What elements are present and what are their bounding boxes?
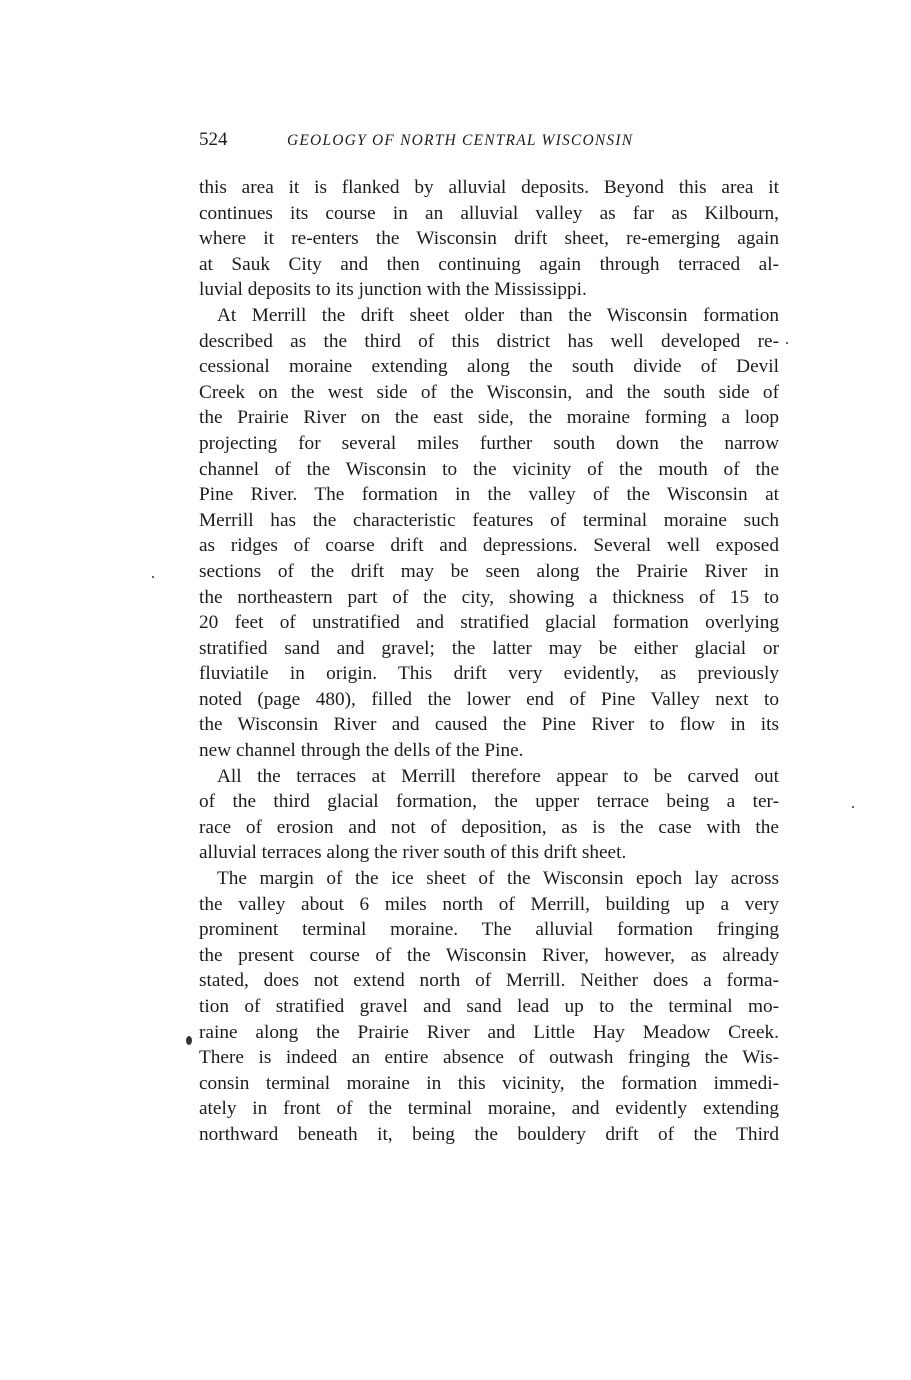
text-line: The margin of the ice sheet of the Wisconsin epoch lay across [217, 868, 779, 890]
text-line: There is indeed an entire absence of outwash fringing the Wis- [199, 1047, 779, 1069]
text-line: consin terminal moraine in this vicinity, the formation immedi- [199, 1072, 779, 1094]
body-text [199, 175, 779, 1148]
text-line: ately in front of the terminal moraine, and evidently extending [199, 1098, 779, 1120]
text-line: northward beneath it, being the bouldery drift of the Third [199, 1123, 779, 1145]
text-line: 20 feet of unstratified and stratified glacial formation overlying [199, 612, 779, 634]
scan-speck [786, 342, 788, 344]
text-line: the Wisconsin River and caused the Pine River to flow in its [199, 714, 779, 736]
text-line: where it re-enters the Wisconsin drift sheet, re-emerging again [199, 228, 779, 250]
text-line: tion of stratified gravel and sand lead up to the terminal mo- [199, 996, 779, 1017]
text-line: stated, does not extend north of Merrill. Neither does a forma- [199, 970, 779, 992]
scan-speck [852, 806, 854, 808]
text-line: noted (page 480), filled the lower end of Pine Valley next to [199, 688, 779, 710]
ink-blot [186, 1036, 192, 1045]
text-line: continues its course in an alluvial valley as far as Kilbourn, [199, 202, 779, 224]
text-line: luvial deposits to its junction with the Mississippi. [199, 279, 587, 301]
text-line: stratified sand and gravel; the latter may be either glacial or [199, 637, 779, 659]
text-line: At Merrill the drift sheet older than the Wisconsin formation [217, 304, 779, 326]
text-line: All the terraces at Merrill therefore appear to be carved out [217, 765, 779, 787]
paragraph-2 [199, 303, 779, 764]
scan-speck [152, 576, 154, 578]
text-line: raine along the Prairie River and Little Hay Meadow Creek. [199, 1021, 779, 1043]
text-line: as ridges of coarse drift and depressions. Several well exposed [199, 535, 779, 557]
text-line: alluvial terraces along the river south of this drift sheet. [199, 842, 627, 864]
text-line: race of erosion and not of deposition, as is the case with the [199, 816, 779, 838]
paragraph-3 [199, 764, 779, 866]
text-line: projecting for several miles further south down the narrow [199, 432, 779, 454]
paragraph-1 [199, 175, 779, 303]
text-line: at Sauk City and then continuing again through terraced al- [199, 253, 779, 275]
text-line: Creek on the west side of the Wisconsin, and the south side of [199, 381, 779, 403]
page-header [199, 127, 779, 153]
text-line: the Prairie River on the east side, the moraine forming a loop [199, 407, 779, 429]
page-number: 524 [199, 129, 228, 150]
text-line: Pine River. The formation in the valley of the Wisconsin at [199, 484, 779, 506]
text-line: channel of the Wisconsin to the vicinity of the mouth of the [199, 458, 779, 480]
text-line: new channel through the dells of the Pine. [199, 740, 524, 762]
text-line: the northeastern part of the city, showing a thickness of 15 to [199, 586, 779, 608]
paragraph-4 [199, 866, 779, 1148]
running-head: GEOLOGY OF NORTH CENTRAL WISCONSIN [287, 132, 634, 149]
text-line: the present course of the Wisconsin River, however, as already [199, 944, 779, 966]
text-line: this area it is flanked by alluvial deposits. Beyond this area it [199, 177, 779, 198]
text-line: cessional moraine extending along the south divide of Devil [199, 356, 779, 378]
text-line: prominent terminal moraine. The alluvial formation fringing [199, 919, 779, 941]
text-line: sections of the drift may be seen along the Prairie River in [199, 560, 779, 582]
text-line: the valley about 6 miles north of Merrill, building up a very [199, 893, 779, 915]
text-line: fluviatile in origin. This drift very evidently, as previously [199, 663, 779, 685]
text-line: of the third glacial formation, the upper terrace being a ter- [199, 791, 779, 813]
text-line: Merrill has the characteristic features of terminal moraine such [199, 509, 779, 531]
text-line: described as the third of this district has well developed re- [199, 330, 779, 352]
